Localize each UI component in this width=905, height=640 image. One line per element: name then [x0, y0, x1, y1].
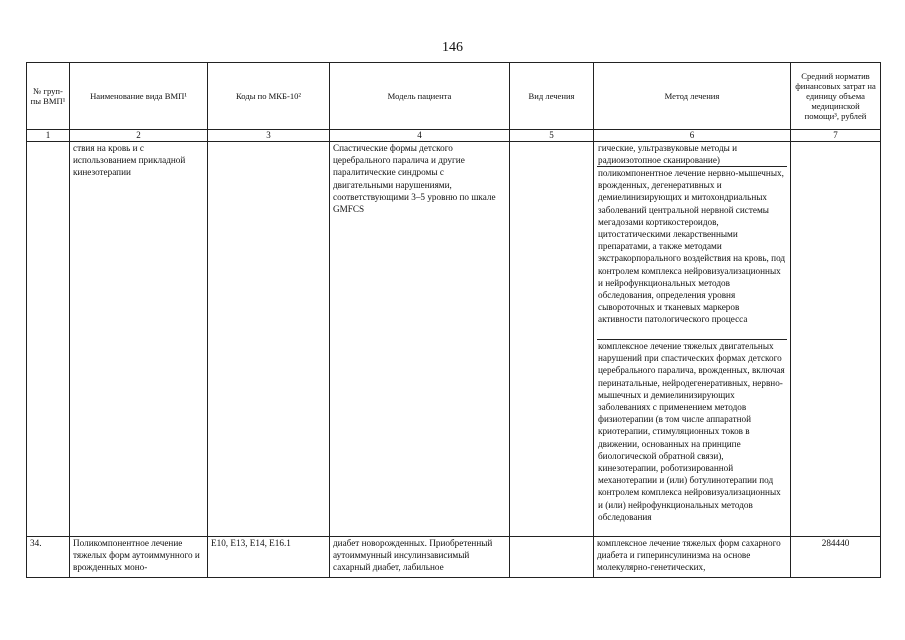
cell-cost [791, 142, 881, 537]
cell-model: диабет новорожденных. Приобретенный аутоиммунный инсулинзависимый сахарный диабет, лабильное [330, 537, 510, 578]
cell-name: ствия на кровь и с использованием прикладной кинезотерапии [70, 142, 208, 537]
column-number: 3 [208, 130, 330, 142]
column-number: 6 [594, 130, 791, 142]
column-number: 7 [791, 130, 881, 142]
cell-methods [594, 142, 791, 537]
cell-icd: E10, E13, E14, E16.1 [208, 537, 330, 578]
header-model: Модель пациента [330, 63, 510, 130]
header-group-no: № груп-пы ВМП¹ [27, 63, 70, 130]
header-method: Метод лечения [594, 63, 791, 130]
header-name: Наименование вида ВМП¹ [70, 63, 208, 130]
column-number-row [27, 130, 881, 142]
column-number: 5 [510, 130, 594, 142]
cell-model: Спастические формы детского церебрального паралича и другие паралитические синдромы с двигательными нарушениями, соответствующими 3–5 уровню по шкале GMFCS [330, 142, 510, 537]
column-number: 1 [27, 130, 70, 142]
header-icd: Коды по МКБ-10² [208, 63, 330, 130]
cell-group-no [27, 142, 70, 537]
page-number: 146 [442, 40, 463, 55]
column-number: 2 [70, 130, 208, 142]
cell-icd [208, 142, 330, 537]
method-item: комплексное лечение тяжелых двигательных нарушений при спастических формах детского церебрального паралича, врожденных, включая перинатальные, нейродегенеративных, нервно-мышечных и демиелинизирующих заболеваниях с применением методов физиотерапии (в том числе аппаратной криотерапии, стимуляционных токов в движении, основанных на принципе биологической обратной связи), кинезотерапии, роботизированной механотерапии и (или) ботулинотерапии под контролем комплекса нейровизуализационных и (или) нейрофункциональных методов обследования [597, 339, 787, 536]
cell-treatment-type [510, 537, 594, 578]
table-header-row [27, 63, 881, 130]
cell-cost: 284440 [791, 537, 881, 578]
column-number: 4 [330, 130, 510, 142]
table-row-continued [27, 142, 881, 537]
cell-group-no: 34. [27, 537, 70, 578]
cell-treatment-type [510, 142, 594, 537]
header-cost: Средний норматив финансовых затрат на единицу объема медицинской помощи³, рублей [791, 63, 881, 130]
treatment-table [26, 62, 881, 578]
cell-method: комплексное лечение тяжелых форм сахарного диабета и гиперинсулинизма на основе молекулярно-генетических, [594, 537, 791, 578]
method-item: гические, ультразвуковые методы и радиоизотопное сканирование) [598, 143, 738, 166]
table-row-34 [27, 537, 881, 578]
header-treatment-type: Вид лечения [510, 63, 594, 130]
cell-name: Поликомпонентное лечение тяжелых форм аутоиммунного и врожденных моно- [70, 537, 208, 578]
method-item: поликомпонентное лечение нервно-мышечных, врожденных, дегенеративных и демиелинизирующих и митохондриальных заболеваний центральной нервной системы мегадозами кортикостероидов, цитостатическими лекарственными препаратами, а также методами экстракорпорального воздействия на кровь, под контролем комплекса нейровизуализационных и нейрофункциональных методов обследования, определения уровня сывороточных и тканевых маркеров активности патологического процесса [597, 166, 787, 339]
